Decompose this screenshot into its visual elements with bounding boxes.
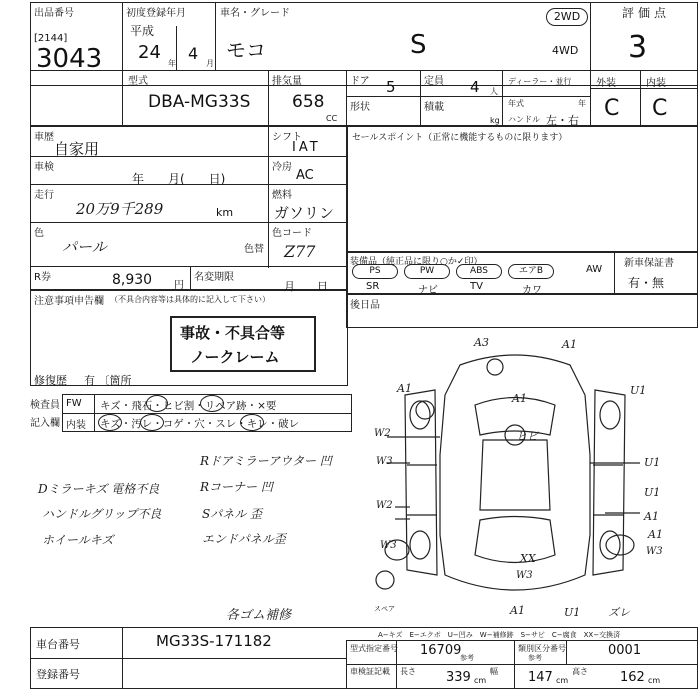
- year-suffix: 年: [578, 99, 586, 108]
- mark-label: W3: [380, 540, 397, 551]
- mark-label: A1: [648, 528, 663, 541]
- mark-circle: [140, 414, 164, 431]
- cert-label: 車検証記載: [350, 667, 390, 676]
- mark-circle: [146, 395, 168, 412]
- rear-seat-frame: [346, 294, 698, 328]
- inspection-value: 年 月( 日): [132, 172, 226, 186]
- equipment-item: AW: [586, 264, 603, 275]
- tax-label: R券: [34, 272, 51, 283]
- tax-value: 8,930: [112, 272, 153, 288]
- drive-2wd-circle: [546, 8, 588, 26]
- mark-label: A1: [510, 604, 525, 617]
- interior-row: キズ・汚レ・コゲ・穴・スレ・キレ・破レ: [100, 418, 300, 430]
- interior-grade: C: [652, 96, 668, 121]
- mark-label: W2: [376, 500, 393, 511]
- mark-label: A1: [397, 382, 412, 395]
- mark-label: W3: [646, 546, 663, 557]
- mark-label: W3: [516, 570, 533, 581]
- wheel-front-left: [410, 401, 430, 429]
- warranty-value: 有・無: [628, 276, 665, 290]
- car-diagram: [365, 335, 665, 625]
- mark-label: A1: [562, 338, 577, 351]
- mark-label: U1: [644, 456, 661, 469]
- load-unit: kg: [490, 116, 500, 125]
- handle: 左・右: [546, 114, 579, 127]
- note-right-2: Rコーナー 凹: [200, 480, 273, 494]
- reg-label: 初度登録年月: [126, 8, 186, 19]
- type-cert-ref: 参考: [460, 654, 474, 662]
- equipment-item: PS: [352, 264, 398, 279]
- doors-label: ドア: [350, 76, 370, 87]
- cm-unit: cm: [556, 676, 569, 685]
- class-ref: 参考: [528, 654, 542, 662]
- equipment-label: 装備品（純正品に限り○か✓印）: [350, 257, 483, 267]
- car-name: モコ: [226, 38, 266, 62]
- grade: S: [410, 30, 427, 60]
- mark-label: A1: [512, 392, 527, 405]
- mark-label: ヒビ: [516, 430, 538, 443]
- car-body-outline: [440, 355, 590, 590]
- fw-label: FW: [66, 398, 82, 409]
- class-value: 0001: [608, 643, 642, 658]
- score: 3: [628, 30, 648, 65]
- inspector-label1: 検査員: [30, 400, 60, 411]
- color-swap-label: 色替: [244, 244, 264, 255]
- height-value: 162: [620, 670, 645, 685]
- repair-label: 修復歴: [34, 374, 67, 387]
- cm-unit: cm: [648, 676, 661, 685]
- mark-circle: [240, 414, 264, 431]
- length-value: 339: [446, 670, 471, 685]
- stamp-line2: ノークレーム: [190, 348, 280, 366]
- year-type-label: 年式: [508, 99, 524, 108]
- note-left-2: ハンドルグリップ不良: [42, 507, 162, 521]
- width-value: 147: [528, 670, 553, 685]
- width-label: 幅: [490, 667, 498, 676]
- shift-label: シフト: [272, 132, 302, 143]
- exterior-label: 外装: [596, 78, 616, 89]
- inspection-label: 車検: [34, 162, 54, 173]
- lot-label: 出品番号: [34, 8, 74, 19]
- note-bottom: 各ゴム補修: [226, 608, 292, 623]
- ac-value: AC: [296, 168, 314, 183]
- fuel-label: 燃料: [272, 190, 292, 201]
- reg-no-label: 登録番号: [36, 668, 80, 681]
- equipment-item: カワ: [522, 285, 542, 296]
- note-left-3: ホイールキズ: [42, 533, 114, 547]
- color-code-value: Z77: [284, 242, 316, 261]
- name-change-value: 月 日: [284, 280, 328, 293]
- mark-label: A1: [644, 510, 659, 523]
- color-value: パール: [62, 238, 107, 256]
- sales-point-frame: [346, 126, 698, 252]
- car-rear-window: [475, 517, 555, 563]
- repair-value: 有 〔箇所: [84, 374, 132, 387]
- month-unit: 月: [206, 59, 214, 68]
- spare-tire: [376, 571, 394, 589]
- type-cert-label: 型式指定番号: [350, 644, 398, 653]
- chassis-value: MG33S-171182: [156, 632, 272, 650]
- interior-label: 内装: [646, 78, 666, 89]
- lot-code: [2144]: [34, 33, 68, 44]
- equipment-item: TV: [470, 281, 483, 292]
- history-label: 車歴: [34, 132, 54, 143]
- interior-row-label: 内装: [66, 420, 86, 431]
- drive-2wd: 2WD: [553, 10, 581, 23]
- wheel-rear-left: [410, 531, 430, 559]
- length-label: 長さ: [400, 667, 416, 676]
- chassis-label: 車台番号: [36, 638, 80, 651]
- inspector-label2: 記入欄: [30, 418, 60, 429]
- shape-label: 形状: [350, 102, 370, 113]
- mark-label: XX: [520, 552, 536, 565]
- load-label: 積載: [424, 102, 444, 113]
- car-roof: [480, 440, 550, 510]
- shift-value: IAT: [292, 140, 321, 155]
- model-label: 型式: [128, 76, 148, 87]
- year-unit: 年: [168, 59, 176, 68]
- notice-note: （不具合内容等は具体的に記入して下さい）: [110, 295, 270, 304]
- ac-label: 冷房: [272, 162, 292, 173]
- exterior-grade: C: [604, 96, 620, 121]
- equipment-item: SR: [366, 281, 380, 292]
- mark-circle: [98, 414, 122, 431]
- warranty-label: 新車保証書: [624, 258, 674, 269]
- drive-4wd: 4WD: [552, 44, 579, 57]
- legend: A−キズ E−エクボ U−凹み W−補修跡 S−サビ C−腐食 XX−交換済: [378, 631, 621, 639]
- history-value: 自家用: [54, 140, 100, 158]
- mark-label: W3: [376, 456, 393, 467]
- wheel-front-right: [600, 401, 620, 429]
- height-label: 高さ: [572, 667, 588, 676]
- note-right-1: Rドアミラーアウター 凹: [200, 454, 332, 468]
- displacement: 658: [292, 92, 325, 112]
- capacity-unit: 人: [490, 87, 498, 96]
- mark-label: ズレ: [608, 606, 630, 619]
- fuel-value: ガソリン: [274, 204, 335, 222]
- name-change-label: 名変期限: [194, 272, 234, 283]
- mark-label: U1: [564, 606, 581, 619]
- name-label: 車名・グレード: [220, 8, 290, 19]
- capacity: 4: [470, 78, 480, 96]
- mileage-label: 走行: [34, 190, 54, 201]
- mileage-value: 20万9千289: [76, 200, 164, 218]
- stamp-line1: 事故・不具合等: [180, 324, 286, 342]
- note-right-4: エンドパネル歪: [202, 532, 286, 546]
- doors: 5: [386, 78, 396, 96]
- rear-seat-label: 後日品: [350, 300, 380, 311]
- spare-label: スペア: [374, 605, 395, 613]
- lot-number: 3043: [36, 44, 103, 74]
- mark-label: U1: [630, 384, 647, 397]
- color-code-label: 色コード: [272, 228, 312, 239]
- reg-month: 4: [188, 44, 199, 63]
- capacity-label: 定員: [424, 76, 444, 87]
- class-label: 類別区分番号: [518, 644, 566, 653]
- mark-label: W2: [374, 428, 391, 439]
- dealer-label: ディーラー・並行: [508, 77, 572, 86]
- fw-row: キズ・飛石・ヒビ割・リペア跡・×要: [100, 400, 277, 412]
- tax-unit: 円: [174, 280, 184, 291]
- era: 平成: [130, 24, 155, 38]
- sales-point-label: セールスポイント（正常に機能するものに限ります）: [352, 133, 568, 143]
- note-left-1: Dミラーキズ 電格不良: [38, 482, 160, 496]
- equipment-item: ナビ: [418, 285, 438, 296]
- mark-label: U1: [644, 486, 661, 499]
- mileage-unit: km: [216, 206, 234, 219]
- note-right-3: Sパネル 歪: [202, 507, 263, 521]
- equipment-item: エアB: [508, 264, 554, 279]
- color-label: 色: [34, 228, 44, 239]
- mark-circle: [200, 395, 224, 412]
- equipment-item: ABS: [456, 264, 502, 279]
- damage-circle: [487, 359, 503, 375]
- damage-circle: [416, 401, 434, 419]
- reg-year: 24: [138, 42, 161, 63]
- notice-label: 注意事項申告欄: [34, 296, 104, 307]
- displacement-label: 排気量: [272, 76, 302, 87]
- model: DBA-MG33S: [148, 92, 251, 112]
- cm-unit: cm: [474, 676, 487, 685]
- score-label: 評価点: [622, 6, 671, 20]
- type-cert-value: 16709: [420, 643, 462, 658]
- displacement-unit: CC: [326, 114, 338, 123]
- equipment-item: PW: [404, 264, 450, 279]
- handle-label: ハンドル: [508, 115, 540, 124]
- mark-label: A3: [474, 336, 489, 349]
